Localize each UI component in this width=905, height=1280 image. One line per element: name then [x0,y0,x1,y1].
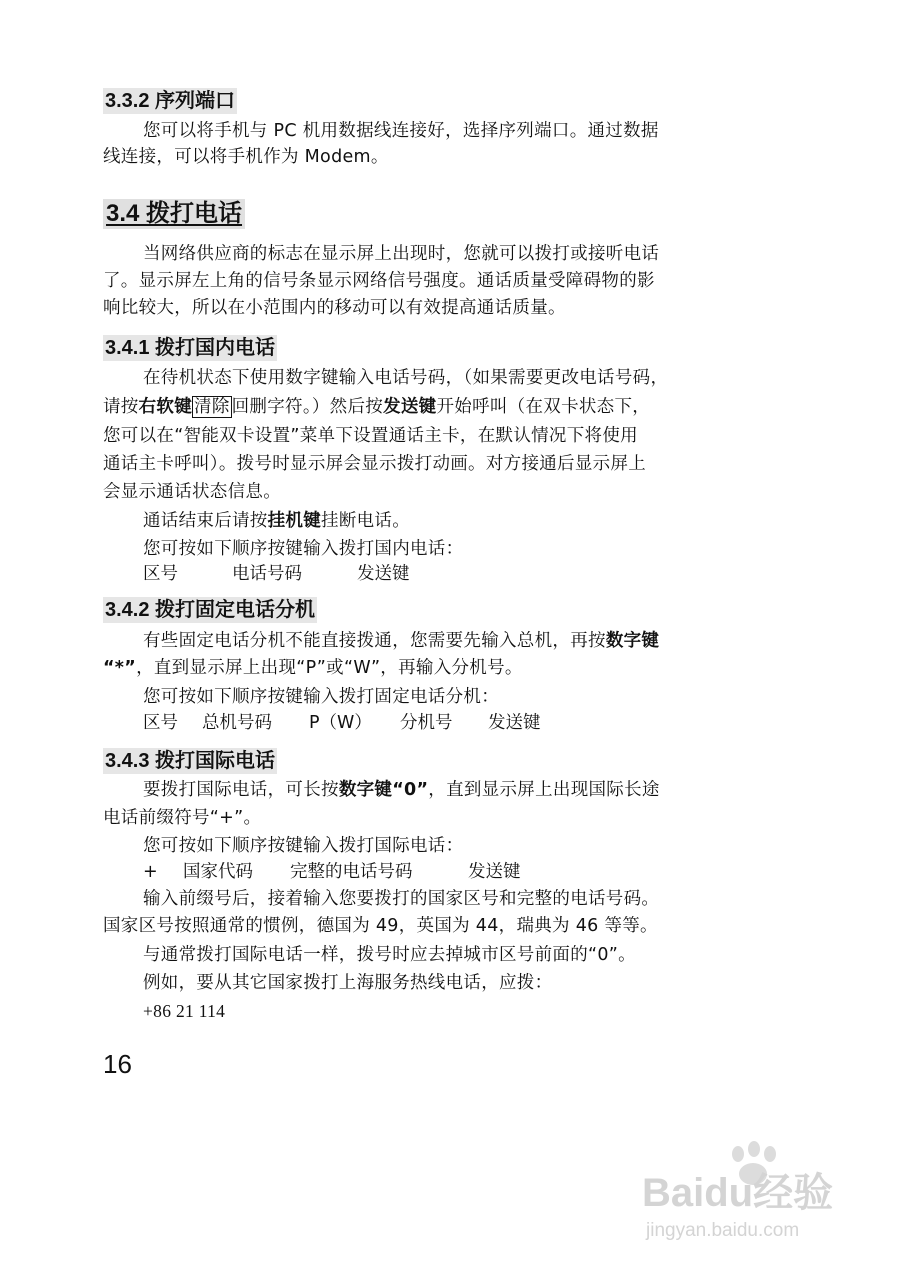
dial-sequence-step: 分机号 [400,713,453,733]
paragraph-line: 输入前缀号后，接着输入您要拨打的国家区号和完整的电话号码。 [143,889,660,909]
text-run: ，直到显示屏上出现“P”或“W”，再输入分机号。 [136,658,523,678]
star-key-label: “*” [103,658,137,678]
paragraph-line: 通话主卡呼叫）。拨号时显示屏会显示拨打动画。对方接通后显示屏上 [103,454,647,474]
text-run: 有些固定电话分机不能直接拨通，您需要先输入总机，再按 [143,631,606,651]
text-run: 通话结束后请按 [143,511,268,531]
paragraph-line [143,777,660,803]
clear-key-label: 清除 [194,397,230,417]
text-run: 请按 [103,397,139,417]
paragraph-line: 当网络供应商的标志在显示屏上出现时，您就可以拨打或接听电话 [143,244,660,264]
paragraph-line: 您可按如下顺序按键输入拨打国内电话： [143,539,464,559]
dial-sequence-step: 完整的电话号码 [290,862,413,882]
paragraph-line [103,394,650,420]
paragraph-line [143,628,659,654]
watermark-url: jingyan.baidu.com [646,1220,800,1241]
example-number: +86 21 114 [143,1001,226,1021]
text-run: 要拨打国际电话，可长按 [143,780,339,800]
dial-sequence-step: 国家代码 [183,862,253,882]
dial-sequence-step: P（W） [309,713,372,733]
send-key-label: 发送键 [383,397,437,417]
paragraph-line [143,508,410,534]
dial-sequence-step: + [143,862,158,882]
paragraph-line: 您可按如下顺序按键输入拨打固定电话分机： [143,687,499,707]
paragraph-line: 在待机状态下使用数字键输入电话号码，（如果需要更改电话号码， [143,368,669,388]
section-heading-3-4-3: 3.4.3 拨打国际电话 [105,750,276,772]
section-heading-3-4-1: 3.4.1 拨打国内电话 [105,337,276,359]
paragraph-line: 国家区号按照通常的惯例，德国为 49，英国为 44，瑞典为 46 等等。 [103,916,658,936]
paragraph-line: 您可以将手机与 PC 机用数据线连接好，选择序列端口。通过数据 [143,121,659,141]
section-heading-3-4: 3.4 拨打电话 [103,199,245,229]
number-key-label: 数字键 [605,631,660,651]
text-run: ，直到显示屏上出现国际长途 [428,780,660,800]
dial-sequence-step: 发送键 [488,713,541,733]
paragraph-line: 了。显示屏左上角的信号条显示网络信号强度。通话质量受障碍物的影 [103,271,655,291]
text-run: 挂断电话。 [321,511,411,531]
page-number: 16 [103,1049,132,1079]
paragraph-line: 线连接，可以将手机作为 Modem。 [103,147,389,167]
dial-sequence-step: 电话号码 [232,564,302,584]
text-run: 开始呼叫（在双卡状态下， [436,397,651,417]
paragraph-line: 您可以在“智能双卡设置”菜单下设置通话主卡，在默认情况下将使用 [103,426,638,446]
section-heading-3-3-2: 3.3.2 序列端口 [105,90,236,112]
text-run: 回删字符。）然后按 [231,397,384,417]
right-soft-key-label: 右软键 [138,397,193,417]
end-key-label: 挂机键 [267,511,322,531]
watermark-brand: Baidu经验 [642,1171,834,1215]
paragraph-line: 会显示通话状态信息。 [103,482,281,502]
section-heading-3-4-2: 3.4.2 拨打固定电话分机 [105,599,316,621]
paragraph-line: 电话前缀符号“+”。 [103,808,262,828]
dial-sequence-step: 区号 [143,713,178,733]
dial-sequence-step: 发送键 [468,862,521,882]
dial-sequence-step: 区号 [143,564,178,584]
paragraph-line: 您可按如下顺序按键输入拨打国际电话： [143,836,464,856]
paragraph-line: 响比较大，所以在小范围内的移动可以有效提高通话质量。 [103,298,566,318]
baidu-jingyan-watermark [640,1140,880,1250]
dial-sequence-step: 总机号码 [202,713,272,733]
paragraph-line [103,655,523,681]
paragraph-line: 与通常拨打国际电话一样，拨号时应去掉城市区号前面的“0”。 [143,945,636,965]
zero-key-label: 数字键“0” [338,780,429,800]
paragraph-line: 例如，要从其它国家拨打上海服务热线电话，应拨： [143,973,553,993]
dial-sequence-step: 发送键 [357,564,410,584]
